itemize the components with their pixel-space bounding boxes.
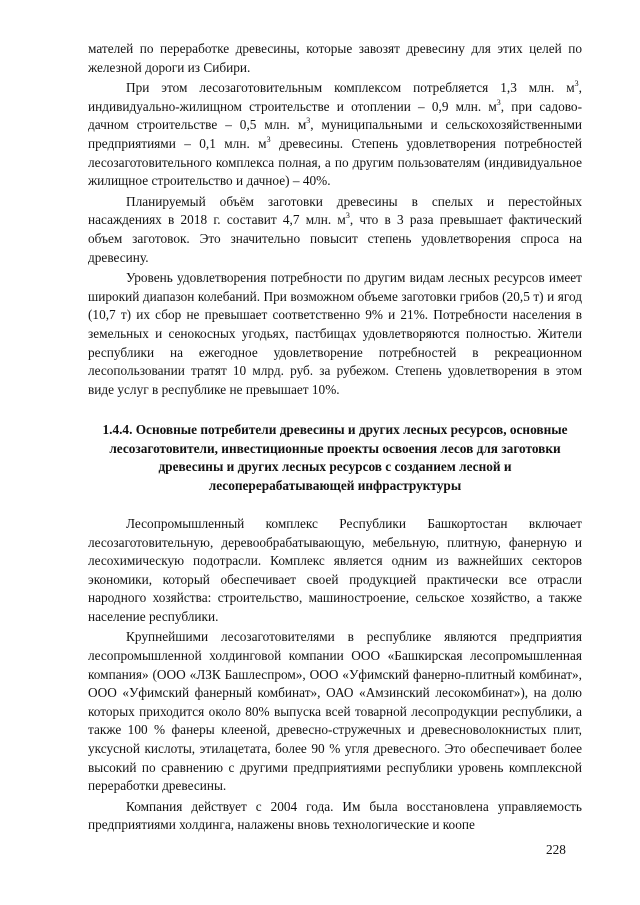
paragraph: Крупнейшими лесозаготовителями в республике являются предприятия лесопромышленной холдинговой компании ООО «Башкирская лесопромышленная компания» (ООО «ЛЗК Башлеспром», ООО «Уфимский фанерно-плитный комбинат», ООО «Уфимский фанерный комбинат», ОАО «Амзинский лесокомбинат»), на долю которых приходится около 80% выпуска всей товарной лесопродукции республики, а также 100 % фанеры клееной, древесно-стружечных и древесноволокнистых плит, уксусной кислоты, этилацетата, более 90 % угля древесного. Это обеспечивает более высокий по сравнению с другими предприятиями республики уровень комплексной переработки древесины. [88, 629, 582, 794]
paragraph: При этом лесозаготовительным комплексом потребляется 1,3 млн. $м^3$, индивидуально-жилищном строительстве и отоплении – 0,9 млн. $м^3$, при садово-дачном строительстве – 0,5 млн. $м^3$, муниципальными и сельскохозяйственными предприятиями – 0,1 млн. $м^3$ древесины. Степень удовлетворения потребностей лесозаготовительного комплекса полная, а по другим пользователям (индивидуальное жилищное строительство и дачное) – 40%. [88, 79, 583, 189]
text-block-before-heading [88, 40, 582, 399]
paragraph: Планируемый объём заготовки древесины в спелых и перестойных насаждениях в 2018 г. составит 4,7 млн. $м^3$, что в 3 раза превышает фактический объем заготовок. Это значительно повысит степень удовлетворения спроса на древесину. [88, 193, 582, 265]
document-page [88, 40, 582, 835]
paragraph: Лесопромышленный комплекс Республики Башкортостан включает лесозаготовительную, деревообрабатывающую, мебельную, плитную, фанерную и лесохимическую подотрасли. Комплекс является одним из важнейших секторов экономики, который обеспечивает своей продукцией практически все отрасли народного хозяйства: строительство, машиностроение, сельское хозяйство, а также население республики. [88, 515, 582, 624]
text-block-after-heading [88, 515, 582, 835]
page-number: 228 [546, 842, 566, 857]
paragraph: мателей по переработке древесины, которые завозят древесину для этих целей по железной дороги из Сибири. [88, 41, 582, 75]
paragraph: Уровень удовлетворения потребности по другим видам лесных ресурсов имеет широкий диапазон колебаний. При возможном объеме заготовки грибов (20,5 т) и ягод (10,7 т) их сбор не превышает соответственно 9% и 21%. Потребности населения в земельных и сенокосных угодьях, пастбищах удовлетворяются полностью. Жители республики на ежегодное удовлетворение потребностей в рекреационном лесопользовании тратят 10 млрд. руб. за рубежом. Степень удовлетворения в этом виде услуг в республике не превышает 10%. [88, 270, 582, 397]
section-heading: 1.4.4. Основные потребители древесины и других лесных ресурсов, основные лесозаготовители, инвестиционные проекты освоения лесов для заготовки древесины и других лесных ресурсов с созданием лесной и лесоперерабатывающей инфраструктуры [102, 422, 568, 493]
paragraph: Компания действует с 2004 года. Им была восстановлена управляемость предприятиями холдинга, налажены вновь технологические и коопе [88, 798, 582, 833]
